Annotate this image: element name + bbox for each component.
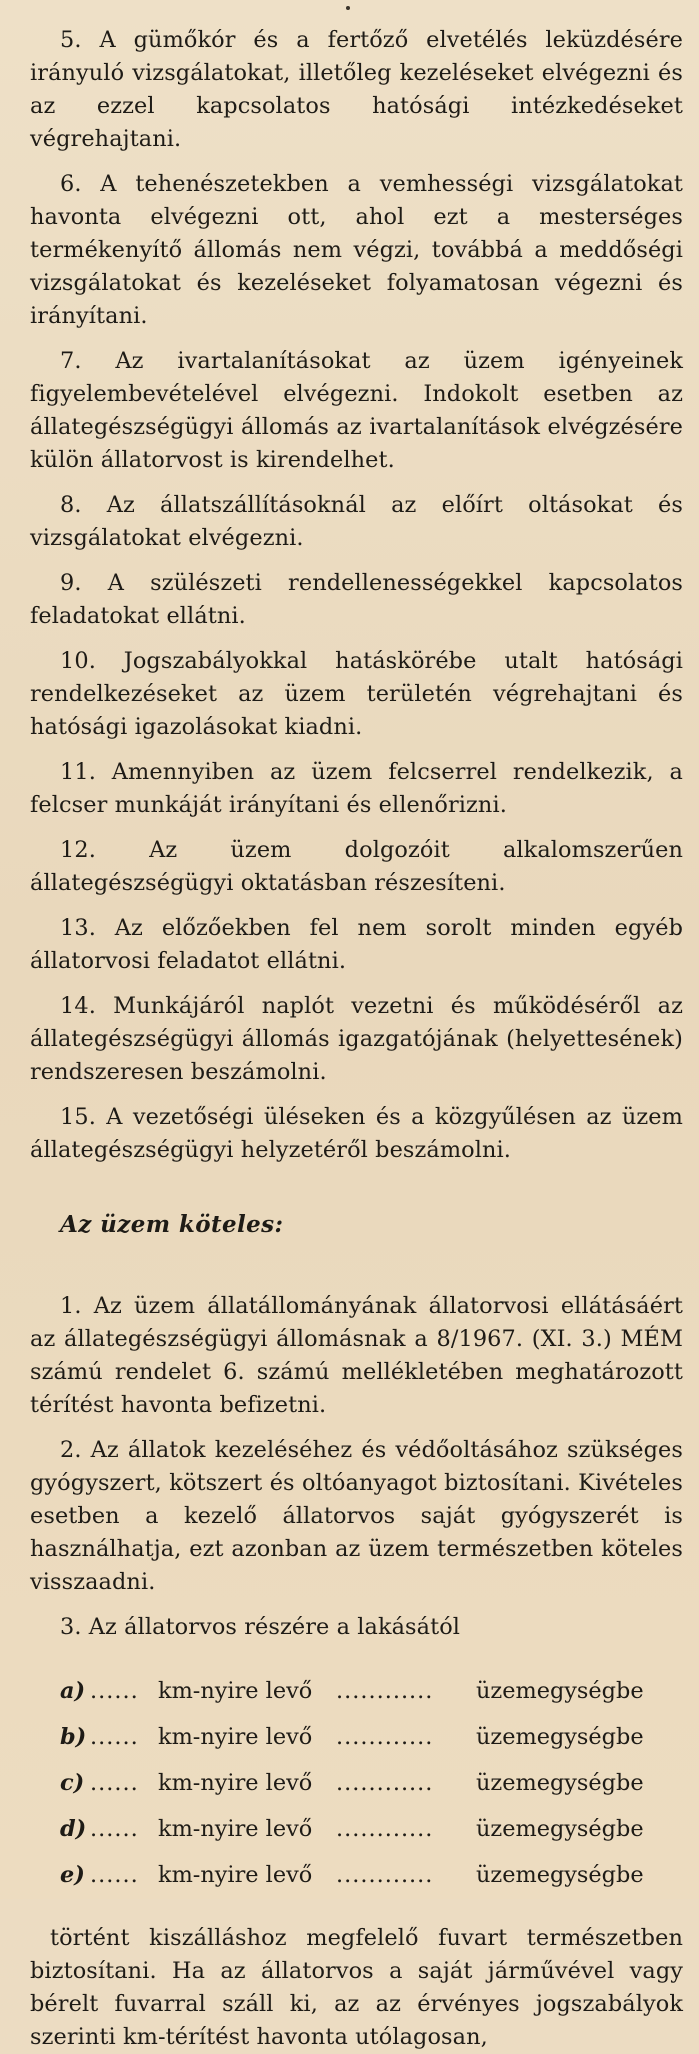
company-item-2: 2. Az állatok kezeléséhez és védőoltásához szükséges gyógyszert, kötszert és oltóanyagot biztosítani. Kivételes esetben a kezelő állatorvos saját gyógyszerét is használhatja, ezt azonban az üzem természetben köteles visszaadni.	[30, 1437, 683, 1595]
distance-row-e	[30, 1852, 683, 1898]
obligations-list-part1	[30, 24, 683, 1167]
item-14: 14. Munkájáról naplót vezetni és működéséről az állategészségügyi állomás igazgatójának (helyettesének) rendszeresen beszámolni.	[30, 993, 683, 1085]
blank-dots: ......	[90, 1724, 139, 1750]
distance-text: km-nyire levő	[158, 1816, 313, 1842]
section-company-obligations	[30, 1211, 683, 2054]
distance-row-c	[30, 1760, 683, 1806]
unit-text: üzemegységbe	[476, 1724, 644, 1750]
item-12: 12. Az üzem dolgozóit alkalomszerűen állategészségügyi oktatásban részesíteni.	[30, 837, 683, 896]
distance-row-d	[30, 1806, 683, 1852]
row-label: d)	[60, 1816, 87, 1842]
row-label: b)	[60, 1724, 87, 1750]
company-item-3: 3. Az állatorvos részére a lakásától	[60, 1614, 461, 1640]
item-6: 6. A tehenészetekben a vemhességi vizsgálatokat havonta elvégezni ott, ahol ezt a mesterséges termékenyítő állomás nem végzi, továbbá a meddőségi vizsgálatokat és kezeléseket folyamatosan végezni és irányítani.	[30, 171, 683, 329]
blank-dots: ......	[90, 1678, 139, 1704]
print-speck	[346, 6, 350, 10]
distance-text: km-nyire levő	[158, 1678, 313, 1704]
item-13: 13. Az előzőekben fel nem sorolt minden egyéb állatorvosi feladatot ellátni.	[30, 915, 683, 974]
blank-dots: ............	[336, 1816, 434, 1842]
item-9: 9. A szülészeti rendellenességekkel kapcsolatos feladatokat ellátni.	[30, 570, 683, 629]
item-5: 5. A gümőkór és a fertőző elvetélés leküzdésére irányuló vizsgálatokat, illetőleg kezeléseket elvégezni és az ezzel kapcsolatos hatósági intézkedéseket végrehajtani.	[30, 27, 683, 152]
row-label: c)	[60, 1770, 85, 1796]
distance-row-b	[30, 1714, 683, 1760]
blank-dots: ......	[90, 1816, 139, 1842]
blank-dots: ............	[336, 1678, 434, 1704]
blank-dots: ......	[90, 1770, 139, 1796]
item-8: 8. Az állatszállításoknál az előírt oltásokat és vizsgálatokat elvégezni.	[30, 492, 683, 551]
blank-dots: ......	[90, 1862, 139, 1888]
distance-row-a	[30, 1668, 683, 1714]
blank-dots: ............	[336, 1724, 434, 1750]
distance-list	[30, 1668, 683, 1898]
item-11: 11. Amennyiben az üzem felcserrel rendelkezik, a felcser munkáját irányítani és ellenőrizni.	[30, 759, 683, 818]
distance-text: km-nyire levő	[158, 1770, 313, 1796]
distance-text: km-nyire levő	[158, 1862, 313, 1888]
row-label: e)	[60, 1862, 85, 1888]
item-10: 10. Jogszabályokkal hatáskörébe utalt hatósági rendelkezéseket az üzem területén végrehajtani és hatósági igazolásokat kiadni.	[30, 648, 683, 740]
unit-text: üzemegységbe	[476, 1678, 644, 1704]
unit-text: üzemegységbe	[476, 1770, 644, 1796]
company-item-1: 1. Az üzem állatállományának állatorvosi ellátásáért az állategészségügyi állomásnak a 8/1967. (XI. 3.) MÉM számú rendelet 6. számú mellékletében meghatározott térítést havonta befizetni.	[30, 1293, 683, 1418]
distance-text: km-nyire levő	[158, 1724, 313, 1750]
section-heading: Az üzem köteles:	[60, 1211, 284, 1238]
blank-dots: ............	[336, 1770, 434, 1796]
item-7: 7. Az ivartalanításokat az üzem igényeinek figyelembevételével elvégezni. Indokolt esetben az állategészségügyi állomás az ivartalanítások elvégzésére külön állatorvost is kirendelhet.	[30, 348, 683, 473]
row-label: a)	[60, 1678, 86, 1704]
closing-paragraph: történt kiszálláshoz megfelelő fuvart természetben biztosítani. Ha az állatorvos a saját járművével vagy bérelt fuvarral száll ki, az az érvényes jogszabályok szerinti km-térítést havonta utólagosan,	[30, 1925, 683, 2050]
blank-dots: ............	[336, 1862, 434, 1888]
item-15: 15. A vezetőségi üléseken és a közgyűlésen az üzem állategészségügyi helyzetéről beszámolni.	[30, 1104, 683, 1163]
unit-text: üzemegységbe	[476, 1862, 644, 1888]
unit-text: üzemegységbe	[476, 1816, 644, 1842]
